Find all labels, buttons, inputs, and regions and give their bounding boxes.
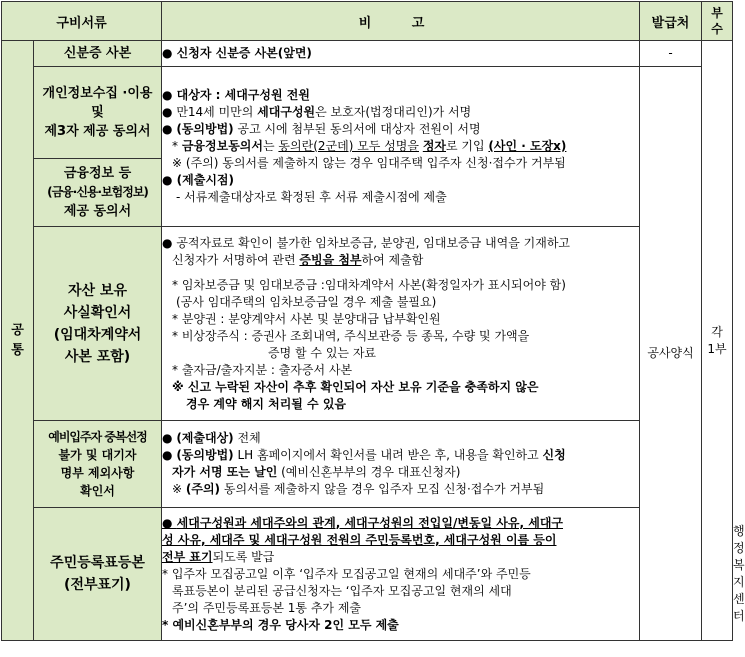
doc-asset-line1: 자산 보유 [68,282,127,299]
consent-fin-e: 정자 [422,139,446,153]
pre-b2-bold: 신청 [542,448,566,462]
remarks-id-copy [162,41,640,67]
pre-bullet-1: ● (제출대상) 전체 [162,431,261,445]
consent-fin-star: * [172,139,182,153]
asset-warning: ※ 신고 누락된 자산이 추후 확인되어 자산 보유 기준을 충족하지 않은 [172,379,539,394]
category-line2: 통 [11,342,24,358]
pre-note-a: ※ [172,482,186,496]
doc-fin-line3: 제공 동의서 [63,204,132,219]
consent-target: ● 대상자 : 세대구성원 전원 [162,88,310,102]
copies-each [702,41,733,641]
asset-bullet-1: ● 공적자료로 확인이 불가한 임차보증금, 분양권, 임대보증금 내역을 기재하고 [162,235,570,250]
row-consent [2,67,733,159]
doc-consent-line1: 개인정보수집 ·이용 [42,86,153,101]
category-line1: 공 [11,322,24,338]
doc-id-copy: 신분증 사본 [34,41,162,67]
consent-timing: ● (제출시점) [162,173,235,187]
remarks-asset [162,227,640,421]
doc-fin-line1: 금융정보 등 [63,166,132,181]
asset-sub-2: * 분양권 : 분양계약서 사본 및 분양대금 납부확인원 [172,311,441,326]
consent-minor-c: 은 보호자(법정대리인)가 서명 [315,105,472,119]
pre-b1-text: 전체 [233,431,261,445]
asset-sub-3: * 비상장주식 : 증권사 조회내역, 주식보관증 등 종목, 수량 및 가액을 [172,328,530,343]
res-sub-1: * 입주자 모집공고일 이후 ‘입주자 모집공고일 현재의 세대주’와 주민등 [162,566,531,581]
pre-b1-label: (제출대상) [176,431,234,445]
res-s1-a: 입주자 모집공고일 이후 ‘입주자 모집공고일 현재의 세대주’와 주민등 [171,566,531,581]
asset-bullet-1b [162,252,639,269]
res-b1-a: 세대구성원과 세대주와의 관계, 세대구성원의 전입일/변동일 사유, 세대구 [176,515,564,530]
doc-consent-line2: 및 [91,105,104,120]
pre-b2-line2-bold: 자가 서명 또는 날인 [172,465,278,479]
consent-minor-a: 만14세 미만의 [176,105,258,119]
res-sub-1c: 주’의 주민등록표등본 1통 추가 제출 [172,600,362,615]
consent-fin-f: 로 기입 [446,139,489,153]
doc-asset-line3: (임대차계약서 [53,326,142,343]
asset-sub-1: * 임차보증금 및 임대보증금 :임대차계약서 사본(확정일자가 표시되어야 함) [172,277,566,292]
doc-pre-line1: 예비입주자 중복선정 [48,430,147,444]
doc-asset-line4: 사본 포함) [64,348,131,365]
asset-b1-c: 증빙을 첨부 [299,252,362,267]
id-bullet: ● 신청자 신분증 사본(앞면) [162,46,312,60]
pre-b2-line2-text: (예비신혼부부의 경우 대표신청자) [277,465,461,479]
pre-bullet-2b [162,464,639,481]
consent-minor-b: 세대구성원 [257,105,316,119]
pre-note-b: (주의) [185,482,221,496]
asset-b1-a: 공적자료로 확인이 불가한 임차보증금, 분양권, 임대보증금 내역을 기재하고 [176,235,570,250]
doc-res-line2: (전부표기) [64,577,131,593]
res-b1-c: 전부 표기 [162,549,213,564]
doc-consent [34,67,162,159]
required-documents-table [1,1,745,641]
copies-line1: 각 [711,324,723,339]
consent-timing-text: - 서류제출대상자로 확정된 후 서류 제출시점에 제출 [176,190,447,204]
consent-financial [162,138,639,155]
asset-sub-3b: 증명 할 수 있는 자료 [268,345,377,360]
pre-note-c: 동의서를 제출하지 않을 경우 입주자 모집 신청·접수가 거부됨 [220,482,545,496]
consent-fin-a: 금융정보동의서 [181,139,263,153]
consent-minor: ● 만14세 미만의 세대구성원은 보호자(법정대리인)가 서명 [162,105,472,119]
header-remarks: 비 고 [162,2,640,41]
asset-warning-b: 경우 계약 해지 처리될 수 있음 [186,396,347,411]
res-sub-2: * 예비신혼부부의 경우 당사자 2인 모두 제출 [162,617,399,632]
consent-fin-g: (사인 · 도장x) [488,139,567,153]
remarks-consent [162,67,640,227]
asset-s4: 출자금/출자지분 : 출자증서 사본 [181,362,353,377]
res-bullet-1b: 성 사유, 세대주 및 세대구성원 전원의 주민등록번호, 세대구성원 이름 등이 [162,532,557,547]
header-copies [702,2,733,41]
consent-method-label: (동의방법) [176,122,234,136]
consent-timing-label: (제출시점) [176,173,235,187]
res-bullet-1: ● 세대구성원과 세대주와의 관계, 세대구성원의 전입일/변동일 사유, 세대구 [162,515,564,530]
doc-asset-confirmation [34,227,162,421]
header-doc-type: 구비서류 [2,2,162,41]
row-id-copy [2,41,733,67]
res-b1-d: 되도록 발급 [212,549,275,564]
doc-pre-line4: 확인서 [80,484,115,498]
issuer-lh-form: 공사양식 [640,67,702,641]
doc-asset-line2: 사실확인서 [63,304,132,321]
header-copies-line2: 수 [711,22,723,36]
doc-financial-consent [34,159,162,227]
asset-s1-a: 임차보증금 및 임대보증금 :임대차계약서 사본(확정일자가 표시되어야 함) [181,277,566,292]
res-bullet-1c [162,549,639,566]
doc-preapplicant [34,421,162,508]
doc-fin-line2: (금융·신용·보험정보) [47,185,148,199]
asset-sub-4: * 출자금/출자지분 : 출자증서 사본 [172,362,353,377]
issuer-id-copy: - [640,41,702,67]
row-resident-registration: 주민등록표등본 (전부표기) ● 세대구성원과 세대주와의 관계, 세대구성원의 전입일/변동일 사유, 세대구 성 사유, 세대주 및 세대구성원 전원의 주민등록번호, 세대구성원 이름 등이 전부 표기되도록 발급 * 입주자 모집공고일 이후 ‘입주자 모집공고일 현재의 세대주’와 주민등 록표등본이 분리된 공급신청자는 ‘입주자 모집공고일 현재의 세대 주’의 주민등록표등본 1통 추가 제출 * 예비신혼부부의 경우 당사자 2인 모두 제출 행정복지 센터 [2,508,733,641]
doc-res-line1: 주민등록표등본 [50,555,145,571]
res-s2: 예비신혼부부의 경우 당사자 2인 모두 제출 [172,617,399,632]
category-common [2,41,34,641]
asset-s2: 분양권 : 분양계약서 사본 및 분양대금 납부확인원 [181,311,441,326]
doc-pre-line3: 명부 제외사항 [60,466,135,480]
consent-method-text: 공고 시에 첨부된 동의서에 대상자 전원이 서명 [233,122,481,136]
header-copies-line1: 부 [711,6,723,20]
pre-b2-text: LH 홈페이지에서 확인서를 내려 받은 후, 내용을 확인하고 [233,448,543,462]
copies-line2: 1부 [707,341,727,356]
row-asset-confirmation [2,227,733,421]
doc-resident-registration [34,508,162,641]
consent-method: ● (동의방법) 공고 시에 첨부된 동의서에 대상자 전원이 서명 [162,122,481,136]
header-issuer: 발급처 [640,2,702,41]
header-row [2,2,733,41]
asset-sub-1b: (공사 임대주택의 임차보증금일 경우 제출 불필요) [176,294,437,309]
id-bullet-text: 신청자 신분증 사본(앞면) [176,46,312,60]
consent-target-text: 대상자 : 세대구성원 전원 [176,88,310,102]
asset-b1-d: 하여 제출함 [361,252,424,267]
res-sub-1b: 록표등본이 분리된 공급신청자는 ‘입주자 모집공고일 현재의 세대 [172,583,512,598]
pre-bullet-2: ● (동의방법) LH 홈페이지에서 확인서를 내려 받은 후, 내용을 확인하고 신청 [162,448,566,462]
consent-fin-c: 동의란(2군데) 모두 성명을 [278,139,419,153]
pre-note [162,481,639,498]
pre-b2-label: (동의방법) [176,448,234,462]
consent-fin-b: 는 [263,139,279,153]
asset-s3-a: 비상장주식 : 증권사 조회내역, 주식보관증 등 종목, 수량 및 가액을 [181,328,530,343]
doc-consent-line3: 제3자 제공 동의서 [44,124,151,139]
doc-pre-line2: 불가 및 대기자 [58,448,137,462]
row-preapplicant [2,421,733,508]
asset-b1-b: 신청자가 서명하여 관련 [172,252,300,267]
consent-note: ※ (주의) 동의서를 제출하지 않는 경우 임대주택 입주자 신청·접수가 거부됨 [172,156,566,170]
remarks-resident [162,508,640,641]
remarks-preapplicant [162,421,640,508]
